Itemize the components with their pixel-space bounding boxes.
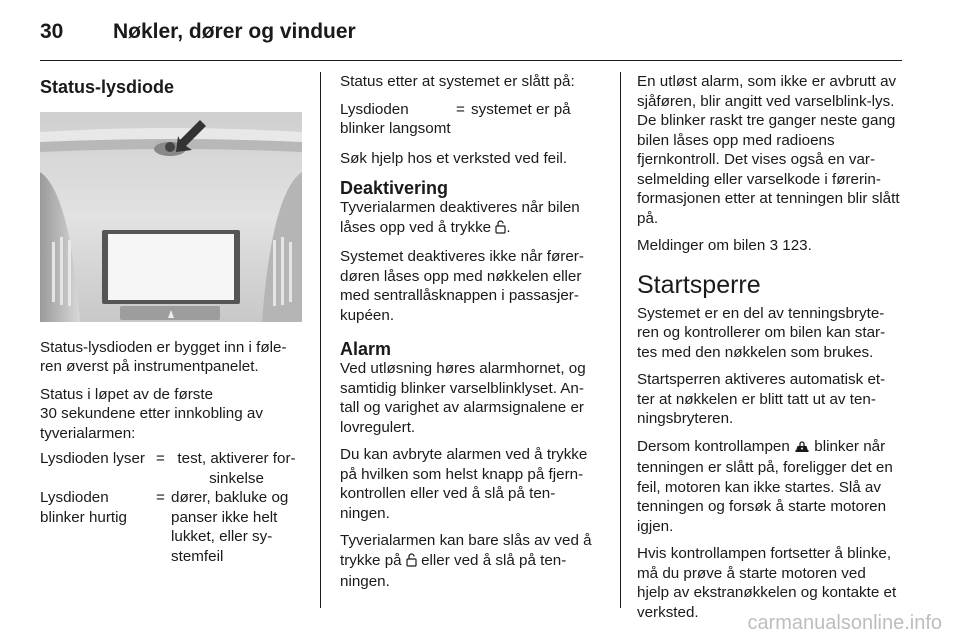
status-row-1 <box>40 449 302 488</box>
dashboard-photo <box>40 112 302 322</box>
status-definition: systemet er på <box>471 100 571 118</box>
status-intro-line-2: 30 sekundene etter innkobling av tyverialarmen: <box>40 405 263 442</box>
section-heading-status-led: Status-lysdiode <box>40 77 175 97</box>
column-divider-2 <box>620 72 621 608</box>
immobilizer-p2: Startsperren aktiveres automatisk et-ter at nøkkelen er blitt tatt ut av ten-ningsbryteren. <box>637 371 886 427</box>
help-text: Søk hjelp hos et verksted ved feil. <box>340 149 568 167</box>
watermark: carmanualsonline.info <box>747 612 942 634</box>
column-1 <box>40 72 302 566</box>
column-3 <box>637 72 902 630</box>
page-ref-icon: 3 <box>769 237 779 254</box>
deactivation-p1-end: . <box>506 218 511 236</box>
status-intro <box>40 385 302 444</box>
section-heading-deactivation: Deaktivering <box>340 178 449 198</box>
status-term: Lysdioden blinker langsomt <box>340 100 451 137</box>
deactivation-p1-text: Tyverialarmen deaktiveres når bilen låses opp ved å trykke <box>340 199 580 236</box>
status-intro-line-1: Status i løpet av de første <box>40 385 214 403</box>
alarm-indication-text: En utløst alarm, som ikke er avbrutt av sjåføren, blir angitt ved varselblink-lys. De blinker raskt tre ganger neste gang bilen låses opp med radioens fjernkontroll. Det vises også en var-selmelding eller varselkode i førerin-formasjonen etter at tenningen blir slått på. <box>637 73 900 227</box>
status-row-slow <box>340 100 602 139</box>
alarm-p3-end: eller ved å slå på ten-ningen. <box>340 551 567 590</box>
status-term: Lysdioden lyser <box>40 450 145 467</box>
status-term: Lysdioden blinker hurtig <box>40 489 127 526</box>
section-heading-immobilizer: Startsperre <box>637 270 761 299</box>
vehicle-messages-ref <box>637 236 902 256</box>
deactivation-p2: Systemet deaktiveres ikke når fører-døren låses opp med nøkkelen eller med sentrallåsknappen i passasjer-kupéen. <box>340 248 584 324</box>
immobilizer-p1: Systemet er en del av tenningsbryte-ren og kontrollerer om bilen kan star-tes med den nøkkelen som brukes. <box>637 304 886 361</box>
immobilizer-icon <box>794 439 810 459</box>
vehicle-messages-text: Meldinger om bilen <box>637 237 766 254</box>
alarm-p1: Ved utløsning høres alarmhornet, og samtidig blinker varselblinklyset. An-tall og varighet av alarmsignalene er lovregulert. <box>340 360 586 436</box>
status-led-description: Status-lysdioden er bygget inn i føle-ren øverst på instrumentpanelet. <box>40 338 287 375</box>
status-definition: test, aktiverer for-sinkelse <box>177 450 296 487</box>
immobilizer-p3 <box>637 437 902 537</box>
unlock-icon <box>406 553 417 573</box>
immobilizer-p3-text: Dersom kontrollampen <box>637 437 790 455</box>
header-divider <box>40 60 902 61</box>
section-heading-alarm: Alarm <box>340 339 392 359</box>
page-number: 30 <box>40 20 64 43</box>
immobilizer-p3-end: blinker når tenningen er slått på, foreligger det en feil, motoren kan ikke startes. Slå av tenningen og forsøk å starte motoren igjen. <box>637 437 893 535</box>
unlock-icon <box>495 220 506 240</box>
status-definition: dører, bakluke og panser ikke helt lukket, eller sy-stemfeil <box>171 489 289 565</box>
equals-sign: = <box>156 450 165 467</box>
status-row-2 <box>40 488 302 566</box>
alarm-p2: Du kan avbryte alarmen ved å trykke på hvilken som helst knapp på fjern-kontrollen eller ved å slå på ten-ningen. <box>340 446 588 522</box>
column-divider-1 <box>320 72 321 608</box>
page-ref-number: 123. <box>782 237 812 254</box>
equals-sign: = <box>156 489 165 506</box>
deactivation-p1 <box>340 198 602 239</box>
immobilizer-p4: Hvis kontrollampen fortsetter å blinke, må du prøve å starte motoren ved hjelp av ekstranøkkelen og kontakte et verksted. <box>637 545 897 621</box>
alarm-p3-text: Tyverialarmen kan bare slås av ved å trykke på <box>340 532 592 569</box>
page-title: Nøkler, dører og vinduer <box>113 20 356 43</box>
column-2 <box>340 72 602 600</box>
alarm-p3 <box>340 531 602 592</box>
equals-sign: = <box>456 100 465 118</box>
status-after-activation: Status etter at systemet er slått på: <box>340 73 575 90</box>
